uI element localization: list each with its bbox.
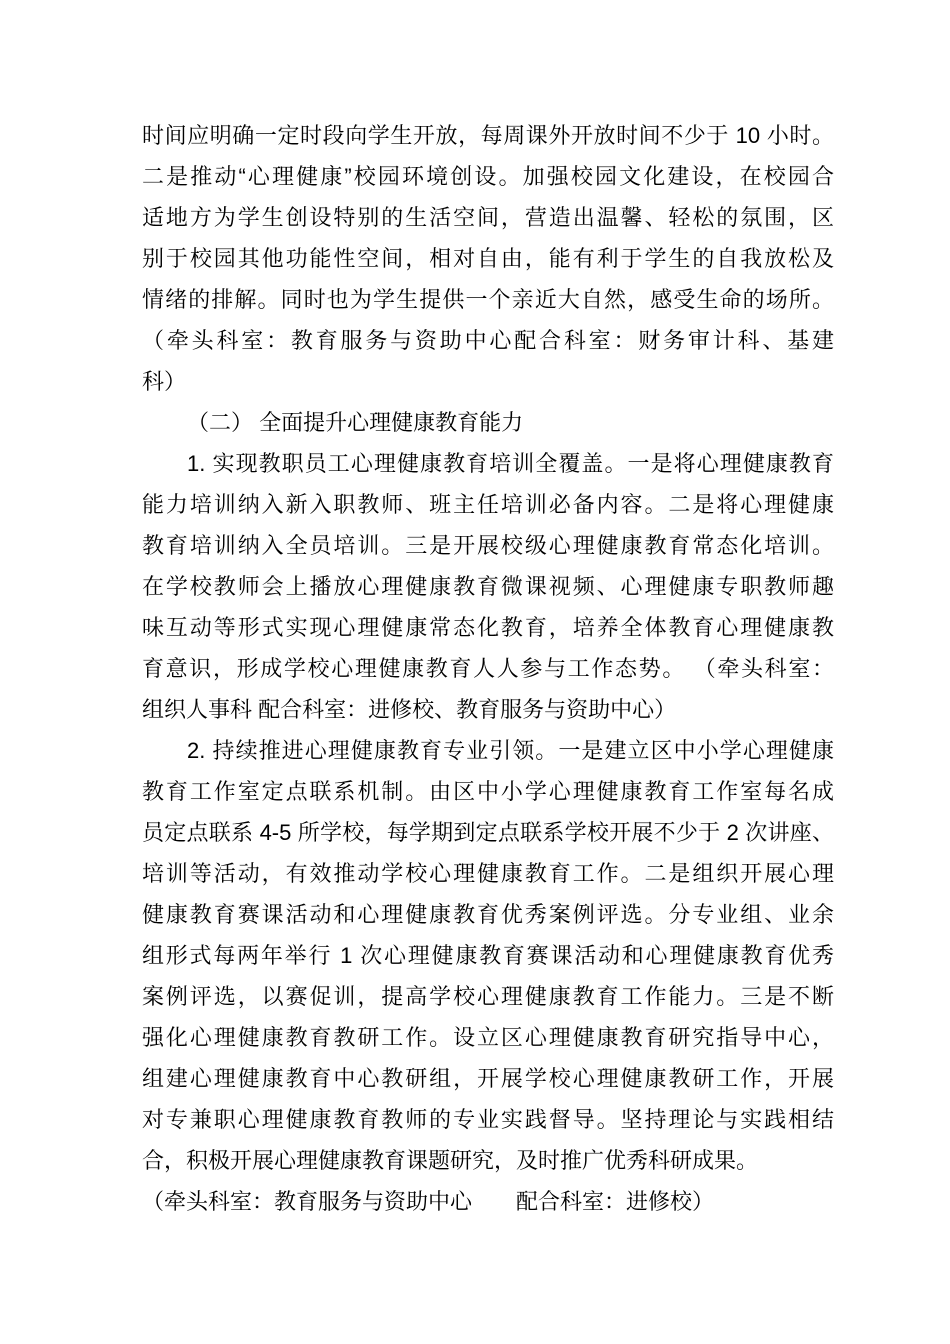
- text-line: 二是推动“心理健康”校园环境创设。加强校园文化建设，在校园合: [142, 164, 834, 189]
- text-line: 案例评选，以赛促训，提高学校心理健康教育工作能力。三是不断: [142, 984, 834, 1009]
- text-line: 别于校园其他功能性空间，相对自由，能有利于学生的自我放松及: [142, 246, 834, 271]
- text-line: 适地方为学生创设特别的生活空间，营造出温馨、轻松的氛围，区: [142, 205, 834, 230]
- text-block: [142, 115, 834, 1222]
- text-line: 2. 持续推进心理健康教育专业引领。一是建立区中小学心理健康: [187, 738, 834, 763]
- text-line: 员定点联系 4-5 所学校，每学期到定点联系学校开展不少于 2 次讲座、: [142, 820, 834, 845]
- text-line: （牵头科室：教育服务与资助中心 配合科室：进修校）: [142, 1189, 715, 1214]
- text-line: 培训等活动，有效推动学校心理健康教育工作。二是组织开展心理: [142, 861, 834, 886]
- text-line: 教育培训纳入全员培训。三是开展校级心理健康教育常态化培训。: [142, 533, 834, 558]
- text-line: （二） 全面提升心理健康教育能力: [187, 410, 524, 435]
- text-line: 对专兼职心理健康教育教师的专业实践督导。坚持理论与实践相结: [142, 1107, 834, 1132]
- text-line: 组建心理健康教育中心教研组，开展学校心理健康教研工作，开展: [142, 1066, 834, 1091]
- text-line: 味互动等形式实现心理健康常态化教育，培养全体教育心理健康教: [142, 615, 834, 640]
- text-line: 组织人事科 配合科室：进修校、教育服务与资助中心）: [142, 697, 677, 722]
- text-line: 在学校教师会上播放心理健康教育微课视频、心理健康专职教师趣: [142, 574, 834, 599]
- text-line: 时间应明确一定时段向学生开放，每周课外开放时间不少于 10 小时。: [142, 123, 834, 148]
- text-line: 教育工作室定点联系机制。由区中小学心理健康教育工作室每名成: [142, 779, 834, 804]
- text-line: 情绪的排解。同时也为学生提供一个亲近大自然，感受生命的场所。: [142, 287, 834, 312]
- text-line: 育意识，形成学校心理健康教育人人参与工作态势。 （牵头科室：: [142, 656, 834, 681]
- text-line: 能力培训纳入新入职教师、班主任培训必备内容。二是将心理健康: [142, 492, 834, 517]
- text-line: 科）: [142, 369, 187, 394]
- text-line: 强化心理健康教育教研工作。设立区心理健康教育研究指导中心，: [142, 1025, 834, 1050]
- text-line: 合，积极开展心理健康教育课题研究，及时推广优秀科研成果。: [142, 1148, 759, 1173]
- text-line: 组形式每两年举行 1 次心理健康教育赛课活动和心理健康教育优秀: [142, 943, 834, 968]
- text-line: 健康教育赛课活动和心理健康教育优秀案例评选。分专业组、业余: [142, 902, 834, 927]
- text-line: 1. 实现教职员工心理健康教育培训全覆盖。一是将心理健康教育: [187, 451, 834, 476]
- text-line: （牵头科室：教育服务与资助中心配合科室：财务审计科、基建: [142, 328, 834, 353]
